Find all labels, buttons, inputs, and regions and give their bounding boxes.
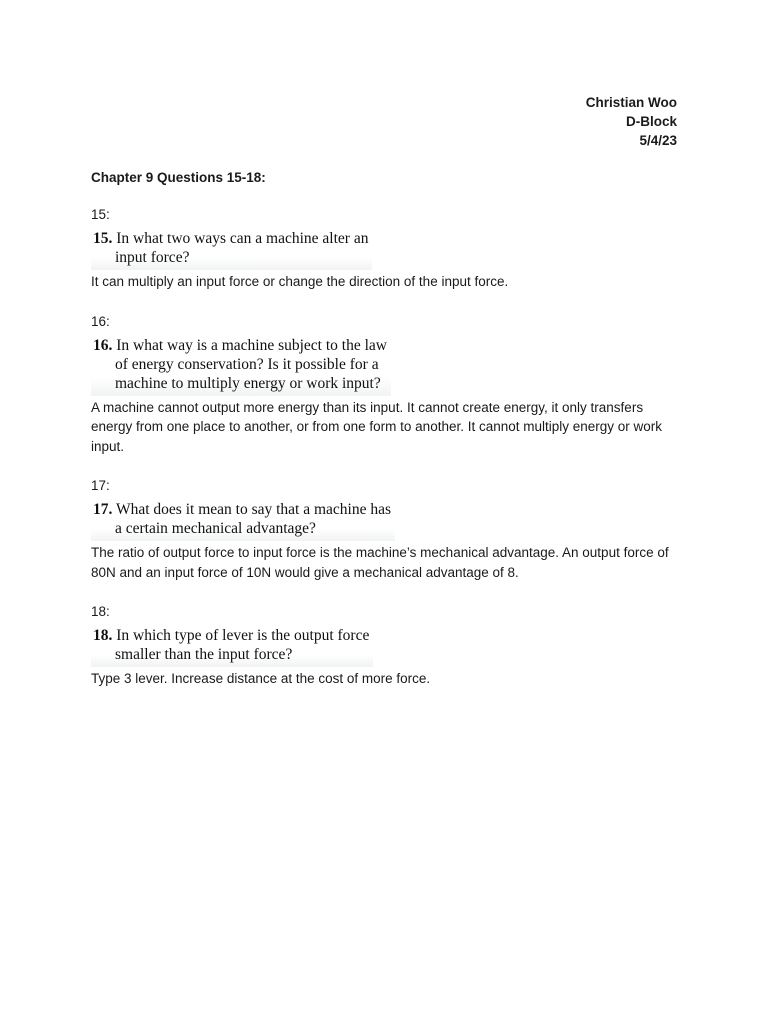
answer-text: A machine cannot output more energy than its input. It cannot create energy, it only transfers energy from one place to another, or from one form to another. It cannot multiply energy or work input. bbox=[91, 399, 663, 454]
question-line: machine to multiply energy or work input? bbox=[115, 374, 381, 392]
class-block: D-Block bbox=[625, 114, 677, 129]
question-scan-image bbox=[91, 624, 373, 667]
question-scan-image bbox=[91, 498, 395, 541]
header-block bbox=[586, 93, 677, 150]
question-label: 18: bbox=[91, 604, 110, 619]
question-16 bbox=[91, 312, 691, 457]
question-18 bbox=[91, 602, 691, 689]
answer-text: It can multiply an input force or change the direction of the input force. bbox=[91, 274, 509, 289]
answer-text: The ratio of output force to input force is the machine’s mechanical advantage. An output force of 80N and an input force of 10N would give a mechanical advantage of 8. bbox=[91, 545, 669, 580]
question-number: 15. bbox=[93, 230, 113, 247]
answer-text: Type 3 lever. Increase distance at the cost of more force. bbox=[91, 671, 431, 686]
question-scan-image bbox=[91, 227, 372, 270]
question-label: 15: bbox=[91, 207, 110, 222]
question-number: 17. bbox=[93, 501, 113, 518]
question-17 bbox=[91, 476, 691, 582]
question-label: 16: bbox=[91, 313, 110, 329]
question-15 bbox=[91, 205, 691, 292]
question-line: of energy conservation? Is it possible for a bbox=[115, 355, 379, 373]
chapter-title: Chapter 9 Questions 15-18: bbox=[91, 170, 266, 185]
student-name: Christian Woo bbox=[585, 95, 677, 110]
question-line: input force? bbox=[115, 249, 190, 266]
date: 5/4/23 bbox=[639, 133, 677, 148]
question-line: What does it mean to say that a machine has bbox=[115, 501, 392, 518]
question-number: 16. bbox=[93, 336, 113, 354]
question-scan-image bbox=[91, 334, 391, 396]
question-label: 17: bbox=[91, 478, 110, 493]
question-line: In which type of lever is the output force bbox=[116, 627, 370, 644]
question-line: In what two ways can a machine alter an bbox=[116, 230, 369, 247]
question-line: smaller than the input force? bbox=[115, 646, 293, 663]
content bbox=[91, 168, 691, 709]
question-line: In what way is a machine subject to the law bbox=[116, 336, 387, 354]
question-line: a certain mechanical advantage? bbox=[115, 520, 316, 537]
question-number: 18. bbox=[93, 627, 113, 644]
